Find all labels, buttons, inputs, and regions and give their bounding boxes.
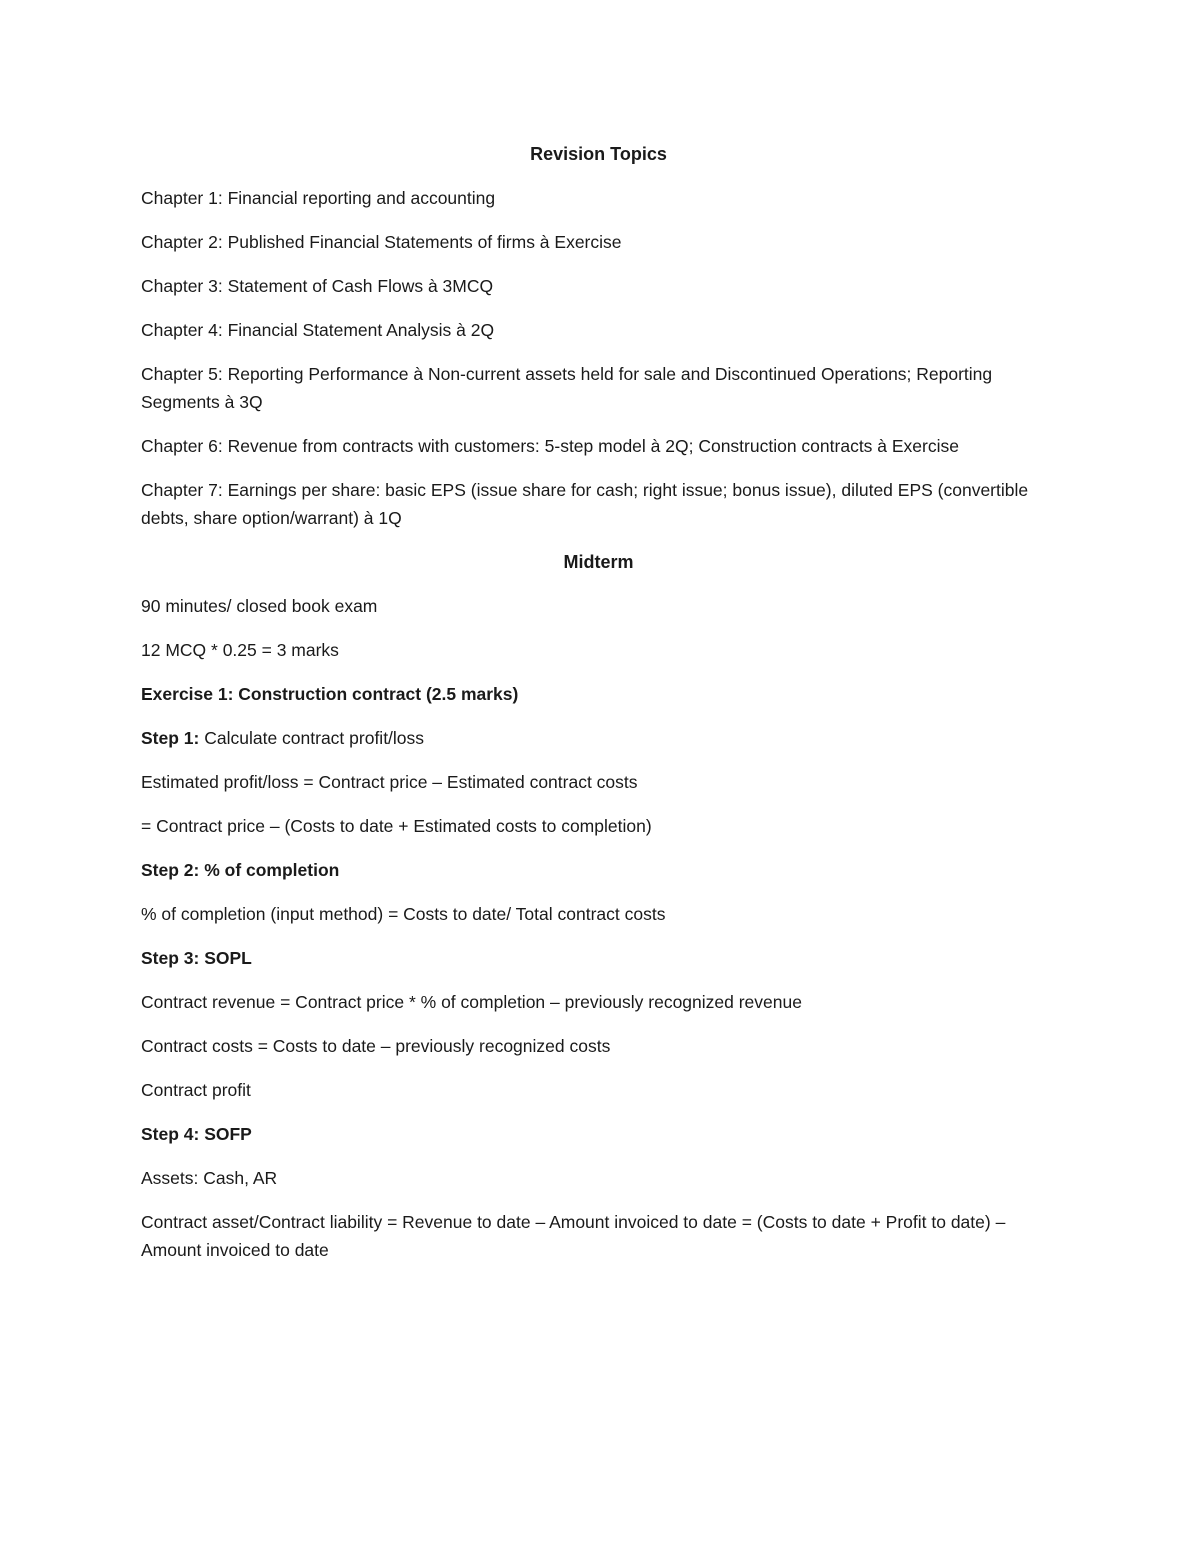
step-2-formula: % of completion (input method) = Costs to date/ Total contract costs xyxy=(141,904,666,924)
step-4-assets: Assets: Cash, AR xyxy=(141,1168,278,1188)
step-1-formula-1: Estimated profit/loss = Contract price – Estimated contract costs xyxy=(141,772,638,792)
exam-duration: 90 minutes/ closed book exam xyxy=(141,596,378,616)
mcq-marks: 12 MCQ * 0.25 = 3 marks xyxy=(141,640,339,660)
step-4-label: Step 4: SOFP xyxy=(141,1124,252,1144)
step-1 xyxy=(141,724,1056,752)
step-1-formula-2: = Contract price – (Costs to date + Estimated costs to completion) xyxy=(141,816,652,836)
step-4-contract: Contract asset/Contract liability = Revenue to date – Amount invoiced to date = (Costs to date + Profit to date) – Amount invoiced to date xyxy=(141,1212,1006,1260)
revision-topics-heading: Revision Topics xyxy=(530,144,667,164)
midterm-heading: Midterm xyxy=(563,552,634,572)
chapter-5: Chapter 5: Reporting Performance à Non-current assets held for sale and Discontinued Operations; Reporting Segments à 3Q xyxy=(141,364,993,412)
step-3-revenue: Contract revenue = Contract price * % of completion – previously recognized revenue xyxy=(141,992,802,1012)
step-1-text: Calculate contract profit/loss xyxy=(199,728,425,748)
chapter-7: Chapter 7: Earnings per share: basic EPS (issue share for cash; right issue; bonus issue), diluted EPS (convertible debts, share option/warrant) à 1Q xyxy=(141,480,1029,528)
chapter-6: Chapter 6: Revenue from contracts with customers: 5-step model à 2Q; Construction contracts à Exercise xyxy=(141,436,959,456)
exercise-title: Exercise 1: Construction contract (2.5 marks) xyxy=(141,684,519,704)
chapter-1: Chapter 1: Financial reporting and accounting xyxy=(141,188,496,208)
chapter-3: Chapter 3: Statement of Cash Flows à 3MCQ xyxy=(141,276,494,296)
step-3-label: Step 3: SOPL xyxy=(141,948,252,968)
step-2-label: Step 2: % of completion xyxy=(141,860,340,880)
step-3-profit: Contract profit xyxy=(141,1080,251,1100)
step-1-label: Step 1: xyxy=(141,728,200,748)
chapter-2: Chapter 2: Published Financial Statements of firms à Exercise xyxy=(141,232,622,252)
document-body xyxy=(141,140,1056,1280)
step-3-costs: Contract costs = Costs to date – previously recognized costs xyxy=(141,1036,611,1056)
chapter-4: Chapter 4: Financial Statement Analysis à 2Q xyxy=(141,320,495,340)
